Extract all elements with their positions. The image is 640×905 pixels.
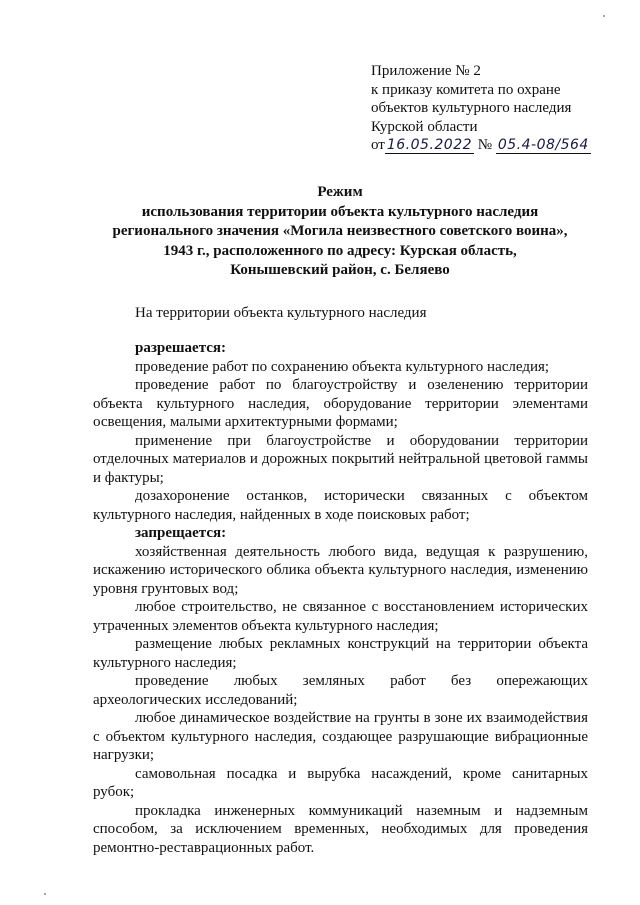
order-date-handwritten: 16.05.2022 bbox=[386, 137, 473, 153]
order-date-number-line bbox=[371, 136, 621, 155]
title-line-5: Конышевский район, с. Беляево bbox=[230, 262, 450, 278]
date-prefix: от bbox=[371, 137, 385, 153]
scan-speck bbox=[44, 893, 46, 895]
title-line-4: 1943 г., расположенного по адресу: Курская область, bbox=[163, 242, 517, 259]
intro-text: На территории объекта культурного наследия bbox=[135, 305, 427, 321]
forbidden-item: любое строительство, не связанное с восстановлением исторических утраченных элементов объекта культурного наследия; bbox=[93, 599, 588, 634]
appendix-number: Приложение № 2 bbox=[371, 63, 481, 79]
number-prefix: № bbox=[477, 137, 493, 153]
title-line-1: Режим bbox=[317, 184, 363, 200]
region-line: Курской области bbox=[371, 118, 478, 135]
forbidden-item: размещение любых рекламных конструкций на территории объекта культурного наследия; bbox=[93, 636, 588, 671]
forbidden-item: любое динамическое воздействие на грунты в зоне их взаимодействия с объектом культурного наследия, создающее разрушающие вибрационные нагрузки; bbox=[93, 710, 588, 763]
appendix-header bbox=[371, 62, 621, 155]
forbidden-item: самовольная посадка и вырубка насаждений, кроме санитарных рубок; bbox=[93, 765, 588, 800]
allowed-item: проведение работ по благоустройству и озеленению территории объекта культурного наследия, оборудование территории элементами освещения, малыми архитектурными формами; bbox=[93, 377, 588, 430]
order-reference-line: к приказу комитета по охране bbox=[371, 81, 561, 98]
scan-speck bbox=[603, 15, 605, 17]
document-title bbox=[60, 183, 620, 281]
title-line-2: использования территории объекта культурного наследия bbox=[141, 203, 539, 220]
allowed-heading: разрешается: bbox=[135, 340, 227, 356]
forbidden-heading: запрещается: bbox=[135, 525, 227, 541]
allowed-item: применение при благоустройстве и оборудовании территории отделочных материалов и дорожных покрытий нейтральной цветовой гаммы и фактуры; bbox=[93, 432, 588, 486]
forbidden-item: хозяйственная деятельность любого вида, ведущая к разрушению, искажению исторического облика объекта культурного наследия, изменению уровня грунтовых вод; bbox=[93, 543, 588, 597]
regime-body bbox=[93, 339, 588, 857]
order-number-handwritten: 05.4-08/564 bbox=[497, 137, 589, 153]
forbidden-item: прокладка инженерных коммуникаций наземным и надземным способом, за исключением временных, необходимых для проведения ремонтно-реставрационных работ. bbox=[93, 802, 588, 856]
allowed-item: проведение работ по сохранению объекта культурного наследия; bbox=[135, 358, 550, 375]
allowed-item: дозахоронение останков, исторически связанных с объектом культурного наследия, найденных в ходе поисковых работ; bbox=[93, 488, 588, 523]
forbidden-item: проведение любых земляных работ без опережающих археологических исследований; bbox=[93, 673, 588, 708]
title-line-3: регионального значения «Могила неизвестного советского воина», bbox=[112, 223, 568, 239]
committee-line: объектов культурного наследия bbox=[371, 100, 572, 116]
